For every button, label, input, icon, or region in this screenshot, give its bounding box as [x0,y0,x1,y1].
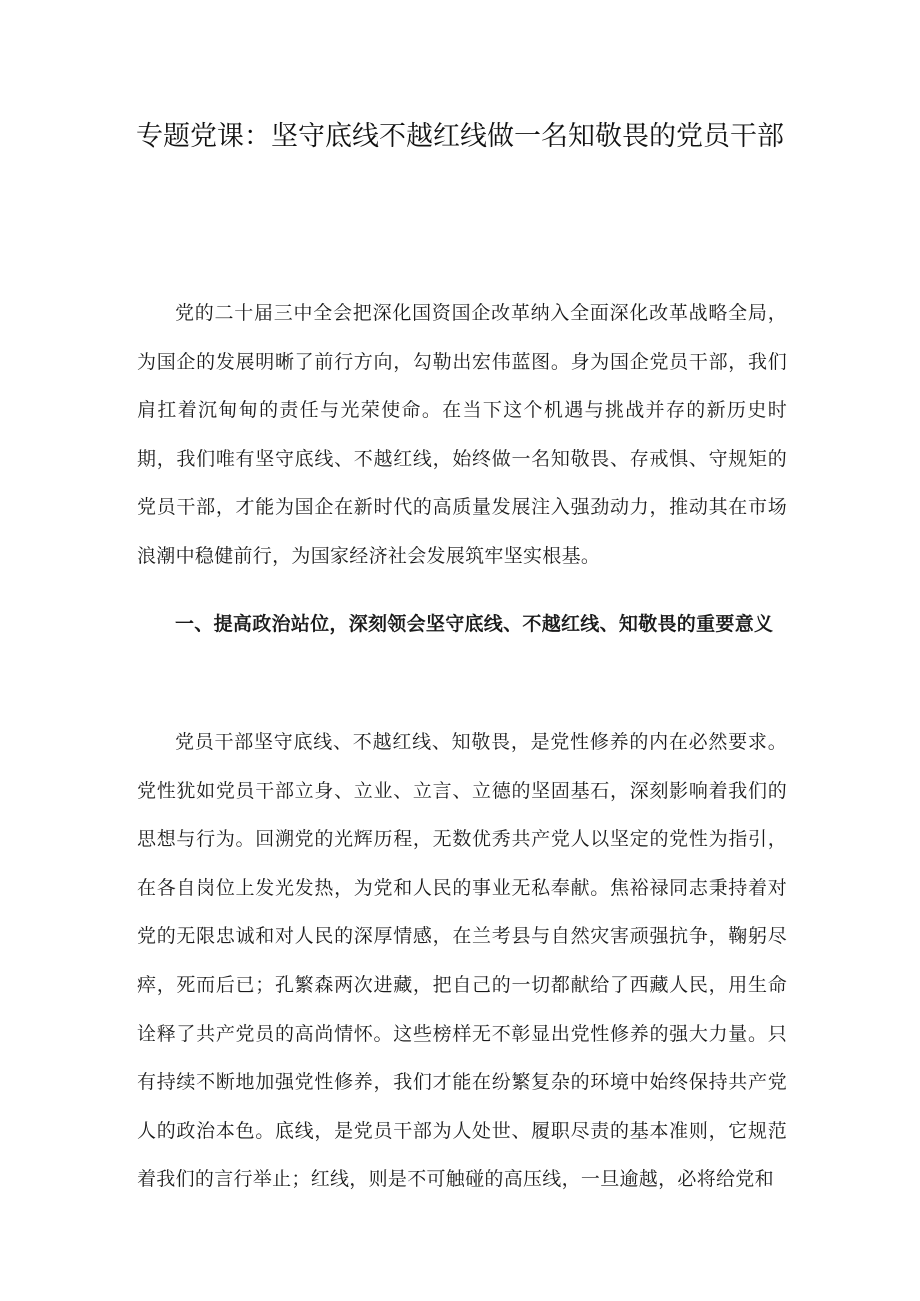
body-paragraph: 党员干部坚守底线、不越红线、知敬畏，是党性修养的内在必然要求。党性犹如党员干部立身、立业、立言、立德的坚固基石，深刻影响着我们的思想与行为。回溯党的光辉历程，无数优秀共产党人以坚定的党性为指引，在各自岗位上发光发热，为党和人民的事业无私奉献。焦裕禄同志秉持着对党的无限忠诚和对人民的深厚情感，在兰考县与自然灾害顽强抗争，鞠躬尽瘁，死而后已；孔繁森两次进藏，把自己的一切都献给了西藏人民，用生命诠释了共产党员的高尚情怀。这些榜样无不彰显出党性修养的强大力量。只有持续不断地加强党性修养，我们才能在纷繁复杂的环境中始终保持共产党人的政治本色。底线，是党员干部为人处世、履职尽责的基本准则，它规范着我们的言行举止；红线，则是不可触碰的高压线，一旦逾越，必将给党和 [137,731,787,1191]
intro-paragraph: 党的二十届三中全会把深化国资国企改革纳入全面深化改革战略全局，为国企的发展明晰了前行方向，勾勒出宏伟蓝图。身为国企党员干部，我们肩扛着沉甸甸的责任与光荣使命。在当下这个机遇与挑战并存的新历史时期，我们唯有坚守底线、不越红线，始终做一名知敬畏、存戒惧、守规矩的党员干部，才能为国企在新时代的高质量发展注入强劲动力，推动其在市场浪潮中稳健前行，为国家经济社会发展筑牢坚实根基。 [137,302,787,567]
section-heading: 一、提高政治站位，深刻领会坚守底线、不越红线、知敬畏的重要意义 [175,613,774,635]
document-title: 专题党课：坚守底线不越红线做一名知敬畏的党员干部 [136,121,784,152]
